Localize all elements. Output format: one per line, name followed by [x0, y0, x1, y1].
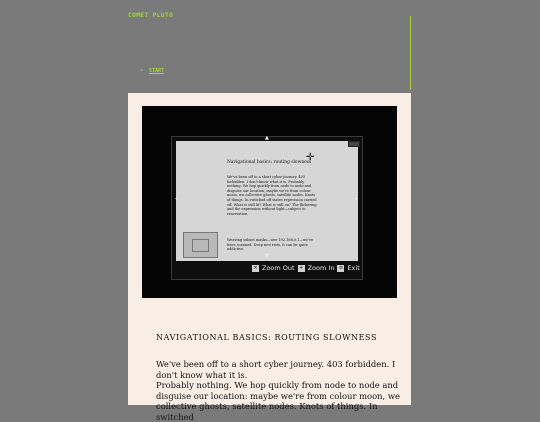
- camera-toolbar: [252, 264, 360, 272]
- screen-title: Navigational basics: routing slowness: [227, 160, 312, 165]
- screen-paragraph: We've been off to a short cyber journey. 403 forbidden. I don't know what it is. Probably nothing. We hop quickly from node to node and disguise our location; maybe we're from colour moon, we collective ghosts, satellite nodes. Knots of things. In switched off states repression carried off. What is still lit? What is still on? The flickering and the expression without light—subject to reservation.: [227, 175, 317, 216]
- post-title[interactable]: NAVIGATIONAL BASICS: ROUTING SLOWNESS: [156, 333, 378, 342]
- post-photo: [142, 106, 397, 298]
- zoom-out-label: Zoom Out: [262, 264, 295, 272]
- nav-start-link[interactable]: START: [149, 68, 165, 74]
- post-paragraph: Probably nothing. We hop quickly from node to node and disguise our location: maybe we're from colour moon, we collective ghosts, satellite nodes. Knots of things. In switched: [156, 380, 400, 422]
- zoom-in-label: Zoom In: [307, 264, 335, 272]
- arrow-up-icon: ▲: [265, 135, 269, 141]
- post-body: [156, 359, 400, 422]
- post-panel: [128, 93, 411, 422]
- camera-screen: [171, 136, 363, 280]
- thumbnail-preview: [183, 232, 218, 258]
- accent-divider: [410, 16, 411, 90]
- nav-bullet-icon: •: [140, 68, 144, 74]
- exit-label: Exit: [347, 264, 360, 272]
- arrow-down-icon: ▼: [265, 253, 269, 259]
- crosshair-cursor-icon: ✛: [306, 152, 315, 163]
- arrow-right-icon: ▸: [355, 196, 358, 202]
- menu-icon: ≡: [338, 264, 344, 271]
- site-title[interactable]: COMET PLUTO: [128, 12, 174, 19]
- thumbnail-frame: [192, 239, 209, 252]
- site-brand[interactable]: [128, 12, 173, 19]
- zoom-out-icon: ✕: [253, 264, 258, 271]
- battery-icon: [348, 141, 360, 147]
- arrow-left-icon: ◂: [175, 196, 178, 202]
- zoom-in-icon: +: [298, 264, 304, 271]
- screen-paragraph: Weaving subset masks—wer 192.168.0.1—we've been scanned. Deep into riots, it can be quite addictive.: [227, 238, 314, 252]
- post-paragraph: We've been off to a short cyber journey. 403 forbidden. I don't know what it is.: [156, 359, 396, 380]
- breadcrumb: [140, 68, 170, 74]
